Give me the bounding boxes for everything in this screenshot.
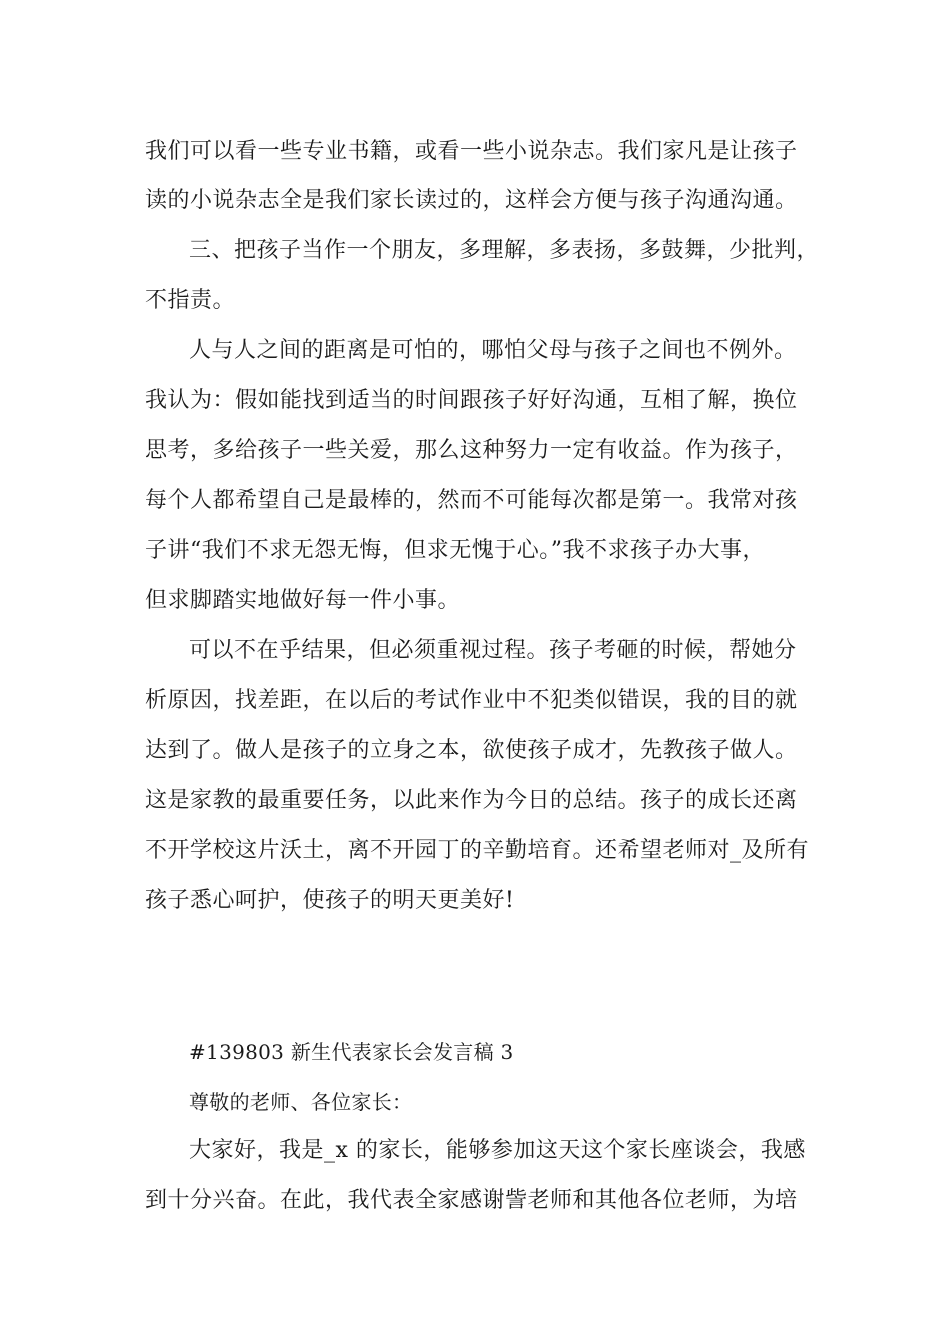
text-line: 这是家教的最重要任务，以此来作为今日的总结。孩子的成长还离 (145, 788, 798, 813)
text-line: 孩子悉心呵护，使孩子的明天更美好! (145, 888, 515, 913)
text-line: 达到了。做人是孩子的立身之本，欲使孩子成才，先教孩子做人。 (145, 738, 798, 763)
text-line: 不指责。 (145, 288, 236, 313)
text-line: 可以不在乎结果，但必须重视过程。孩子考砸的时候，帮她分 (189, 638, 797, 663)
text-line: 子讲“我们不求无怨无悔，但求无愧于心。”我不求孩子办大事， (145, 538, 765, 563)
text-line: 我们可以看一些专业书籍，或看一些小说杂志。我们家凡是让孩子 (145, 139, 798, 164)
text-line: 我认为：假如能找到适当的时间跟孩子好好沟通，互相了解，换位 (145, 388, 798, 413)
text-line: 人与人之间的距离是可怕的，哪怕父母与孩子之间也不例外。 (189, 338, 797, 363)
text-line: 但求脚踏实地做好每一件小事。 (145, 588, 461, 613)
text-line: 读的小说杂志全是我们家长读过的，这样会方便与孩子沟通沟通。 (145, 188, 798, 213)
text-line: 三、把孩子当作一个朋友，多理解，多表扬，多鼓舞，少批判， (189, 238, 820, 263)
text-line: 大家好，我是_x 的家长，能够参加这天这个家长座谈会，我感 (189, 1138, 806, 1163)
salutation: 尊敬的老师、各位家长： (189, 1090, 413, 1114)
text-line: 每个人都希望自己是最棒的，然而不可能每次都是第一。我常对孩 (145, 488, 798, 513)
text-line: 到十分兴奋。在此，我代表全家感谢訾老师和其他各位老师，为培 (145, 1188, 798, 1213)
text-line: 析原因，找差距，在以后的考试作业中不犯类似错误，我的目的就 (145, 688, 798, 713)
section-heading: #139803 新生代表家长会发言稿 3 (189, 1040, 514, 1064)
text-line: 不开学校这片沃土，离不开园丁的辛勤培育。还希望老师对_及所有 (145, 838, 810, 863)
text-line: 思考，多给孩子一些关爱，那么这种努力一定有收益。作为孩子， (145, 438, 798, 463)
